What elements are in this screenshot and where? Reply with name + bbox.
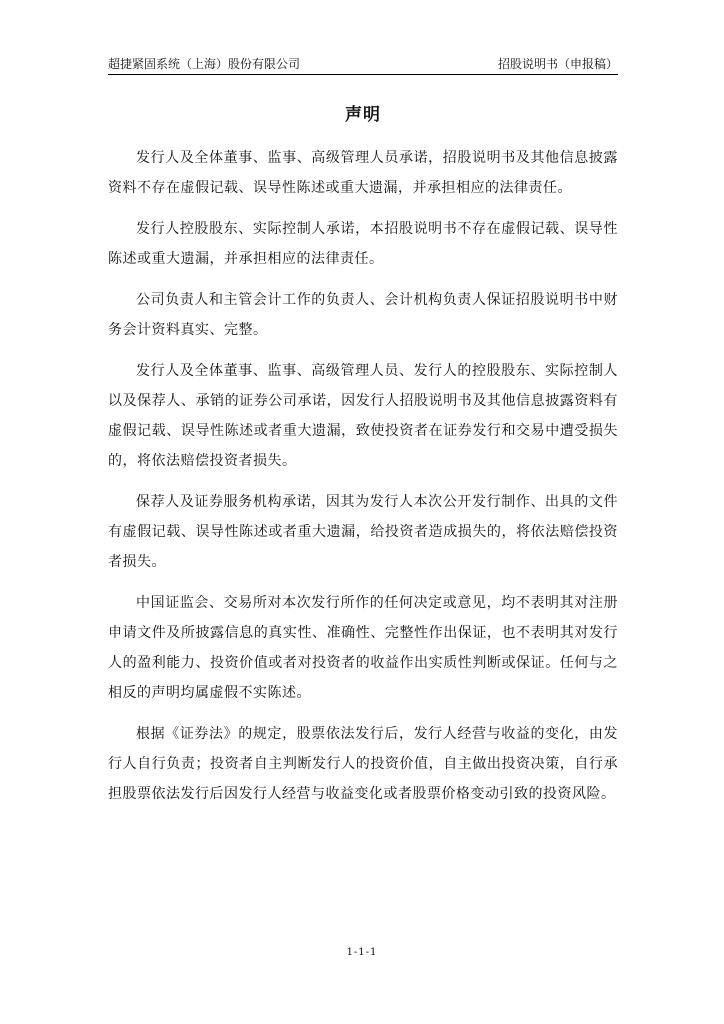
page-header bbox=[108, 54, 618, 74]
paragraph-1: 发行人及全体董事、监事、高级管理人员承诺，招股说明书及其他信息披露资料不存在虚假记载、误导性陈述或重大遗漏，并承担相应的法律责任。 bbox=[108, 150, 618, 196]
document-body bbox=[108, 143, 618, 820]
page-number: 1-1-1 bbox=[346, 947, 378, 958]
header-divider bbox=[108, 74, 618, 75]
paragraph-5: 保荐人及证券服务机构承诺，因其为发行人本次公开发行制作、出具的文件有虚假记载、误导性陈述或者重大遗漏，给投资者造成损失的，将依法赔偿投资者损失。 bbox=[108, 494, 618, 570]
paragraph-7: 根据《证券法》的规定，股票依法发行后，发行人经营与收益的变化，由发行人自行负责；投资者自主判断发行人的投资价值，自主做出投资决策，自行承担股票依法发行后因发行人经营与收益变化或者股票价格变动引致的投资风险。 bbox=[108, 726, 618, 802]
header-document-type: 招股说明书（申报稿） bbox=[497, 57, 618, 71]
header-company-name: 超捷紧固系统（上海）股份有限公司 bbox=[108, 57, 301, 71]
paragraph-4: 发行人及全体董事、监事、高级管理人员、发行人的控股股东、实际控制人以及保荐人、承销的证券公司承诺，因发行人招股说明书及其他信息披露资料有虚假记载、误导性陈述或者重大遗漏，致使投资者在证券发行和交易中遭受损失的，将依法赔偿投资者损失。 bbox=[108, 363, 618, 469]
page-title: 声明 bbox=[345, 105, 381, 125]
paragraph-2: 发行人控股股东、实际控制人承诺，本招股说明书不存在虚假记载、误导性陈述或重大遗漏，并承担相应的法律责任。 bbox=[108, 221, 618, 267]
paragraph-6: 中国证监会、交易所对本次发行所作的任何决定或意见，均不表明其对注册申请文件及所披露信息的真实性、准确性、完整性作出保证，也不表明其对发行人的盈利能力、投资价值或者对投资者的收益作出实质性判断或保证。任何与之相反的声明均属虚假不实陈述。 bbox=[108, 595, 618, 701]
paragraph-3: 公司负责人和主管会计工作的负责人、会计机构负责人保证招股说明书中财务会计资料真实、完整。 bbox=[108, 292, 618, 338]
